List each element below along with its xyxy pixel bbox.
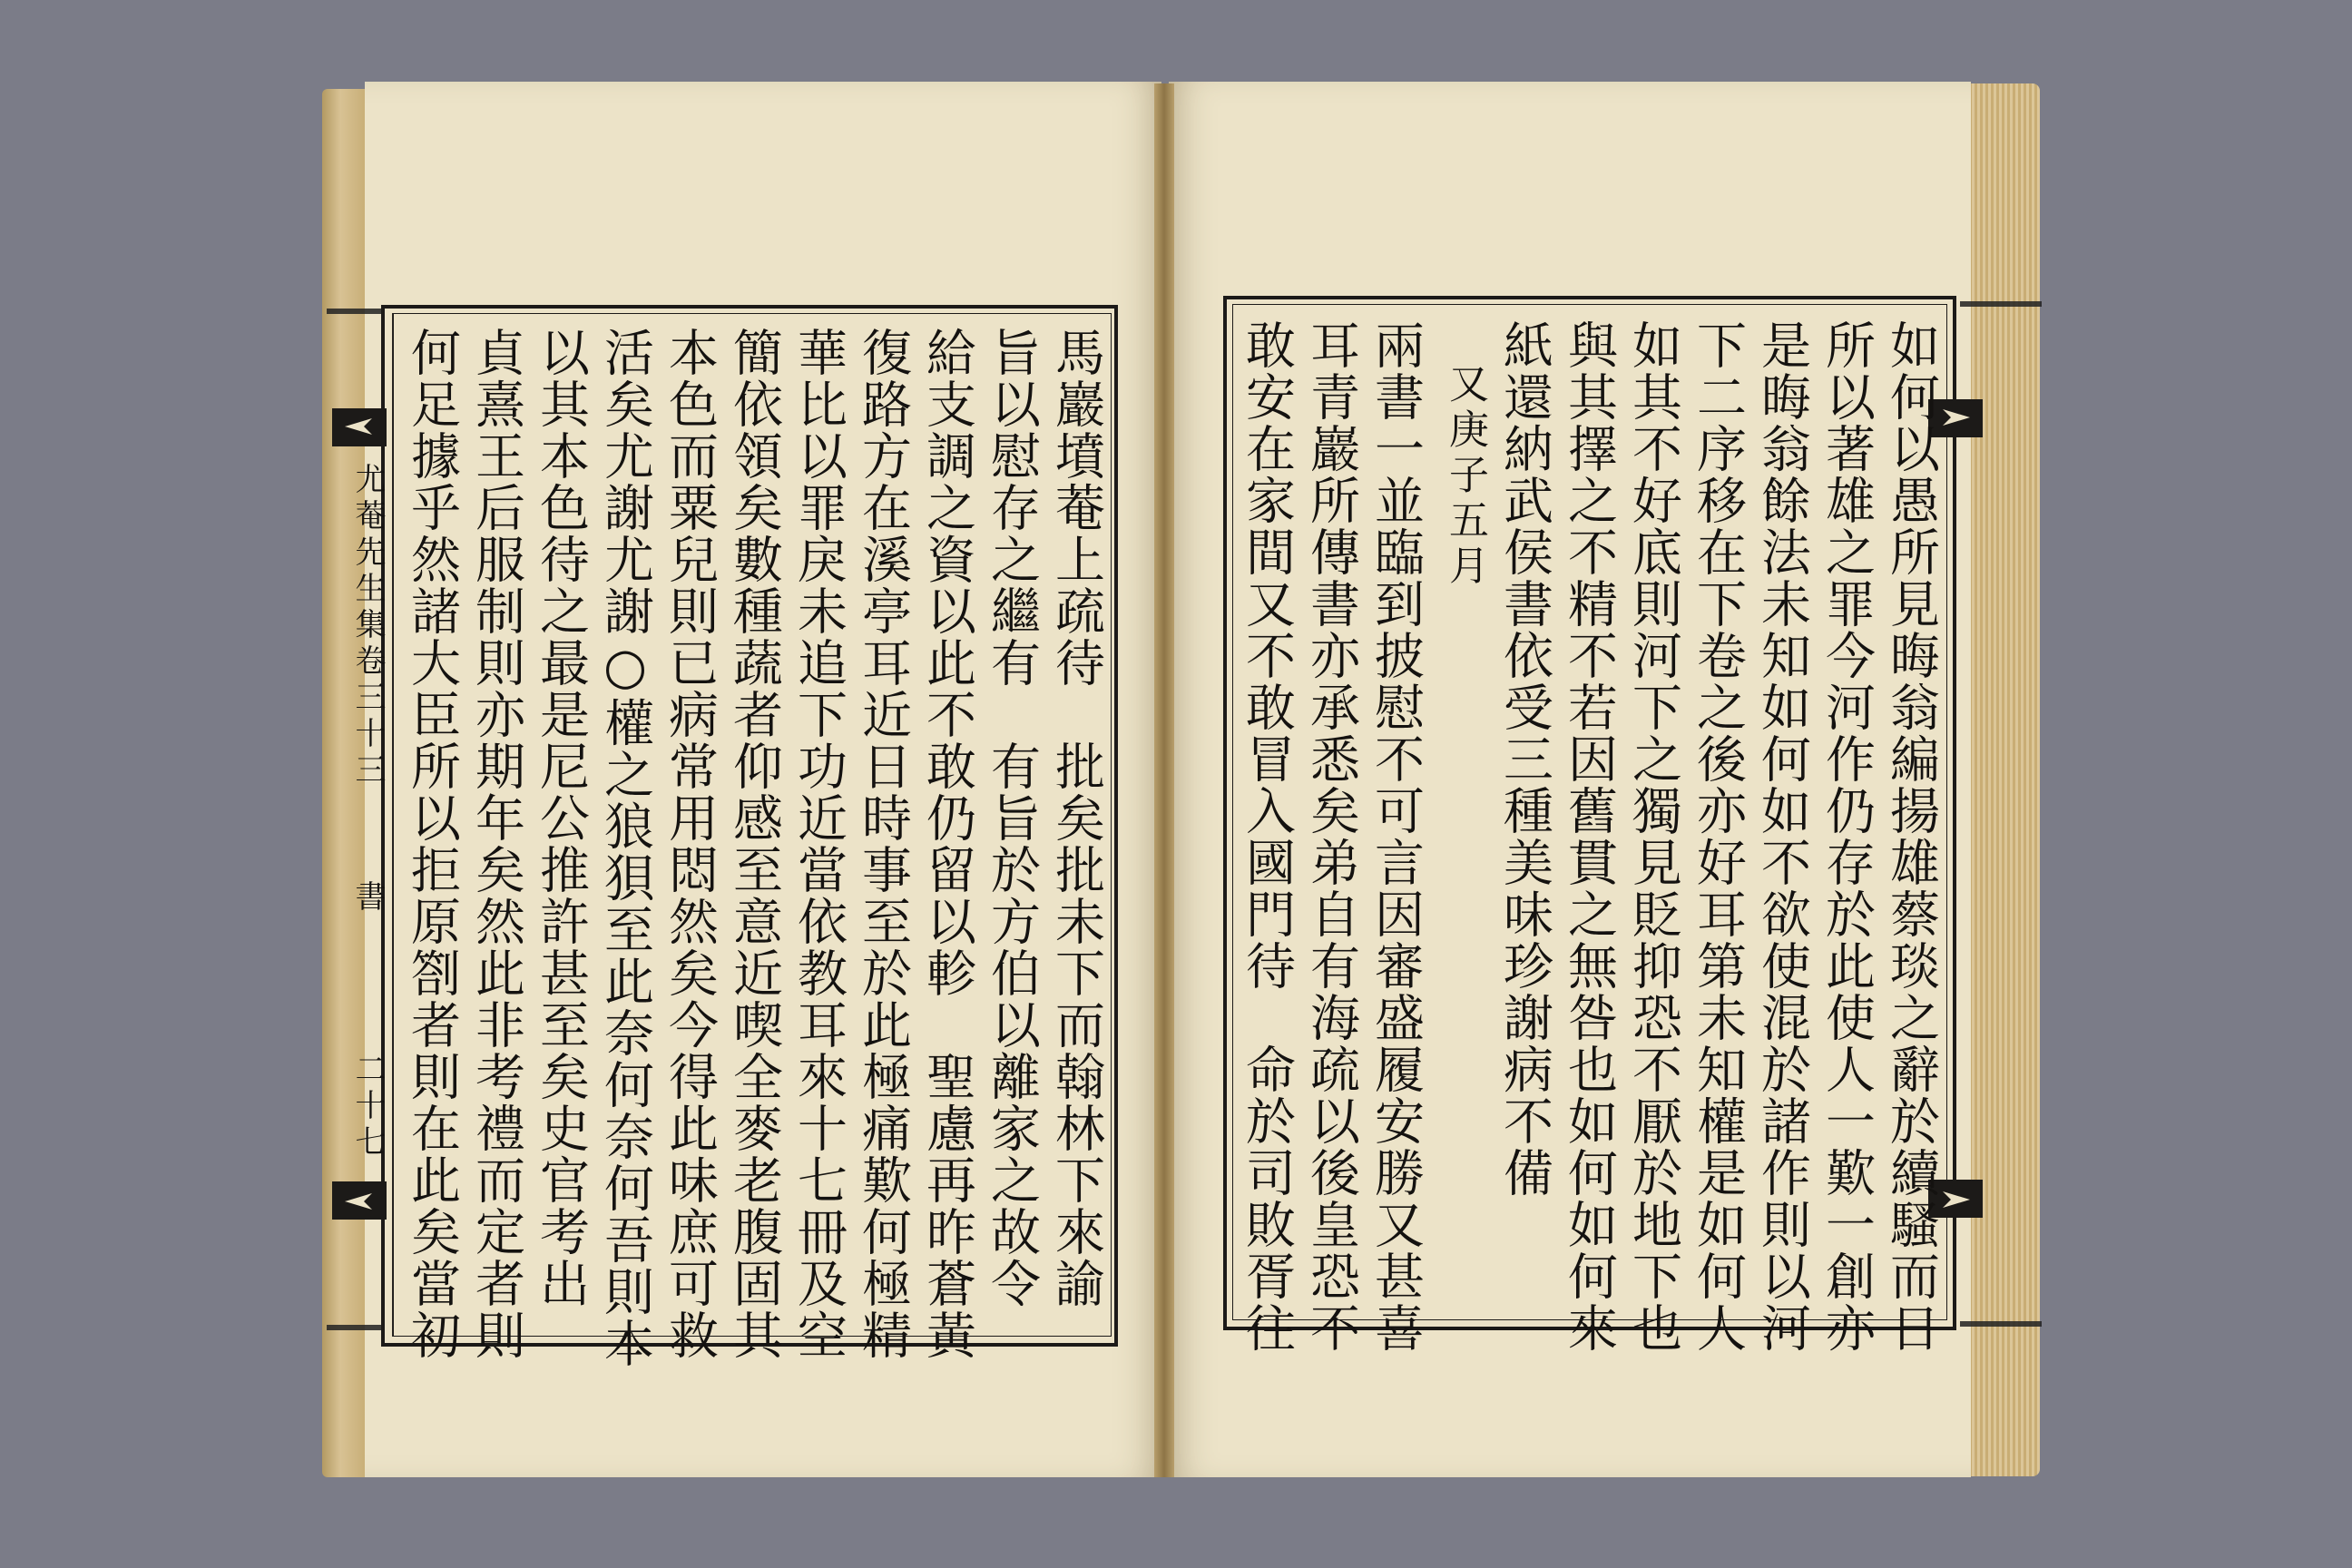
text-column: 如其不好底則河下之獨見貶抑恐不厭於地下也 — [1624, 319, 1682, 1354]
binding-band — [327, 309, 381, 314]
margin-section: 書 — [349, 880, 386, 916]
binding-band — [1960, 301, 2042, 307]
text-column: 馬巖墳菴上疏待 批矣批未下而翰林下來諭 — [1047, 327, 1105, 1309]
text-column: 如何以愚所見晦翁編揚雄蔡琰之辭於續騷而日 — [1882, 319, 1940, 1354]
letter-date-heading: 又庚子五月 — [1442, 363, 1488, 590]
text-column: 貞熹王后服制則亦期年矣然此非考禮而定者則 — [467, 327, 525, 1361]
text-column: 復路方在溪亭耳近日時事至於此極痛歎何極精 — [854, 327, 912, 1361]
center-column-rule — [392, 313, 393, 1337]
text-column: 兩書一並臨到披慰不可言因審盛履安勝又甚喜 — [1367, 319, 1425, 1354]
text-column: 紙還納武侯書依受三種美味珍謝病不備 — [1495, 319, 1553, 1199]
text-column: 與其擇之不精不若因舊貫之無咎也如何如何來 — [1560, 319, 1618, 1354]
text-column: 華比以罪戾未追下功近當依教耳來十七冊及空 — [789, 327, 848, 1361]
fish-tail-mark-top-icon — [332, 408, 387, 446]
margin-folio: 二十七 — [349, 1053, 386, 1161]
binding-band — [327, 1325, 381, 1330]
text-column: 所以著雄之罪今河作仍存於此使人一歎一創亦 — [1818, 319, 1876, 1354]
text-column: 活矣尤謝尤謝○權之狼狽至此奈何奈何吾則本 — [596, 327, 654, 1369]
margin-title: 尤菴先生集卷三十三 — [349, 463, 386, 789]
text-column: 簡依領矣數種蔬者仰感至意近喫全麥老腹固其 — [725, 327, 783, 1361]
text-column: 以其本色待之最是尼公推許甚至矣史官考出 — [532, 327, 590, 1309]
right-page-edges — [1969, 83, 2040, 1476]
text-column: 是晦翁餘法未知如何如不欲使混於諸作則以河 — [1753, 319, 1811, 1354]
text-column: 何足據乎然諸大臣所以拒原劄者則在此矣當初 — [403, 327, 461, 1361]
text-column: 旨以慰存之繼有 有旨於方伯以離家之故令 — [983, 327, 1041, 1309]
text-column: 本色而粟兒則已病常用悶然矣今得此味庶可救 — [661, 327, 719, 1361]
text-column: 敢安在家間又不敢冒入國門待 命於司敗胥往 — [1238, 319, 1296, 1354]
binding-band — [1960, 1321, 2042, 1327]
text-column: 耳青巖所傳書亦承悉矣弟自有海疏以後皇恐不 — [1302, 319, 1360, 1354]
book-gutter — [1154, 83, 1174, 1477]
text-column: 下二序移在下卷之後亦好耳第未知權是如何人 — [1689, 319, 1747, 1354]
text-column: 給支調之資以此不敢仍留以軫 聖慮再昨蒼黃 — [918, 327, 976, 1361]
fish-tail-mark-bottom-icon — [332, 1181, 387, 1220]
